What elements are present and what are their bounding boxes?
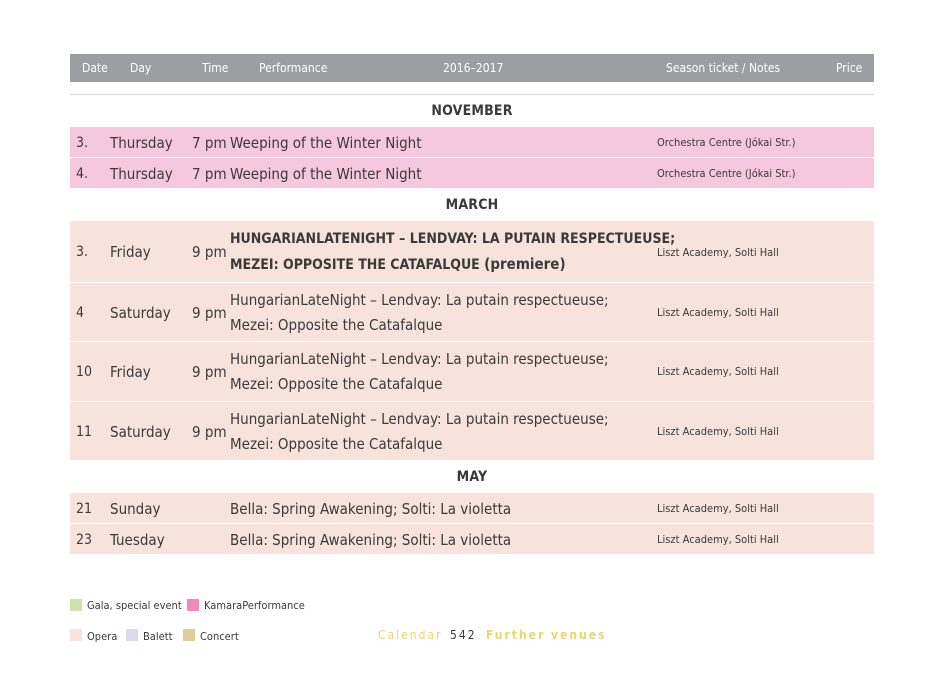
table-row (70, 493, 874, 524)
legend-label-kamara: KamaraPerformance (204, 599, 305, 612)
legend-label-gala: Gala, special event (87, 599, 182, 612)
row-date: 4. (76, 166, 89, 182)
page-number: 542 (450, 628, 477, 642)
performance-line-1: HungarianLateNight – Lendvay: La putain respectueuse; (230, 350, 609, 368)
performance-title: MEZEI: OPPOSITE THE CATAFALQUE (230, 257, 480, 273)
row-performance: Weeping of the Winter Night (230, 134, 422, 152)
performance-line-2 (230, 252, 675, 278)
row-day: Saturday (110, 304, 171, 322)
premiere-tag: (premiere) (484, 255, 566, 273)
row-time: 9 pm (192, 363, 227, 381)
performance-line-1: HungarianLateNight – Lendvay: La putain respectueuse; (230, 410, 609, 428)
performance-line-2: Mezei: Opposite the Catafalque (230, 435, 443, 453)
header-notes: Season ticket / Notes (666, 61, 781, 75)
legend-swatch-concert (183, 629, 195, 641)
table-row (70, 221, 874, 283)
legend-swatch-kamara (187, 599, 199, 611)
footer-calendar: Calendar (378, 628, 443, 642)
row-performance: Bella: Spring Awakening; Solti: La violetta (230, 531, 512, 549)
month-heading-may: MAY (456, 469, 488, 485)
row-day: Thursday (110, 134, 173, 152)
header-time: Time (202, 61, 229, 75)
row-note: Liszt Academy, Solti Hall (657, 365, 779, 378)
row-performance: Weeping of the Winter Night (230, 165, 422, 183)
row-note: Orchestra Centre (Jókai Str.) (657, 167, 796, 180)
row-time: 7 pm (192, 134, 227, 152)
row-day: Tuesday (110, 531, 165, 549)
row-date: 21 (76, 501, 93, 517)
row-performance (230, 347, 609, 397)
legend-swatch-gala (70, 599, 82, 611)
row-date: 3. (76, 135, 89, 151)
legend-swatch-balett (126, 629, 138, 641)
row-note: Liszt Academy, Solti Hall (657, 425, 779, 438)
header-performance: Performance (259, 61, 328, 75)
row-day: Sunday (110, 500, 161, 518)
header-date: Date (82, 61, 108, 75)
legend-swatch-opera (70, 629, 82, 641)
header-day: Day (130, 61, 152, 75)
table-row (70, 127, 874, 158)
legend-label-balett: Balett (143, 630, 173, 643)
row-date: 23 (76, 532, 93, 548)
legend-label-concert: Concert (200, 630, 239, 643)
table-row (70, 283, 874, 342)
row-note: Liszt Academy, Solti Hall (657, 246, 779, 259)
table-row (70, 402, 874, 461)
row-day: Thursday (110, 165, 173, 183)
performance-line-2: Mezei: Opposite the Catafalque (230, 375, 443, 393)
table-row (70, 524, 874, 555)
header-divider (70, 94, 874, 95)
row-date: 10 (76, 364, 93, 380)
performance-line-1: HUNGARIANLATENIGHT – LENDVAY: LA PUTAIN RESPECTUEUSE; (230, 231, 676, 247)
month-heading-november: NOVEMBER (431, 103, 513, 119)
row-day: Friday (110, 363, 151, 381)
header-price: Price (836, 61, 863, 75)
row-date: 3. (76, 244, 89, 260)
row-time: 9 pm (192, 243, 227, 261)
row-day: Friday (110, 243, 151, 261)
row-day: Saturday (110, 423, 171, 441)
footer-section: Further venues (486, 628, 607, 642)
table-row (70, 158, 874, 189)
row-performance (230, 407, 609, 457)
performance-line-1: HungarianLateNight – Lendvay: La putain respectueuse; (230, 291, 609, 309)
legend-label-opera: Opera (87, 630, 118, 643)
row-date: 4 (76, 305, 85, 321)
row-performance (230, 288, 609, 338)
row-performance (230, 227, 675, 278)
month-heading-march: MARCH (445, 197, 499, 213)
table-row (70, 342, 874, 402)
row-time: 7 pm (192, 165, 227, 183)
row-note: Liszt Academy, Solti Hall (657, 306, 779, 319)
table-header (70, 54, 874, 82)
row-date: 11 (76, 424, 93, 440)
row-note: Liszt Academy, Solti Hall (657, 502, 779, 515)
row-note: Liszt Academy, Solti Hall (657, 533, 779, 546)
row-performance: Bella: Spring Awakening; Solti: La violetta (230, 500, 512, 518)
row-time: 9 pm (192, 423, 227, 441)
performance-line-2: Mezei: Opposite the Catafalque (230, 316, 443, 334)
row-time: 9 pm (192, 304, 227, 322)
header-season: 2016–2017 (443, 61, 504, 75)
row-note: Orchestra Centre (Jókai Str.) (657, 136, 796, 149)
